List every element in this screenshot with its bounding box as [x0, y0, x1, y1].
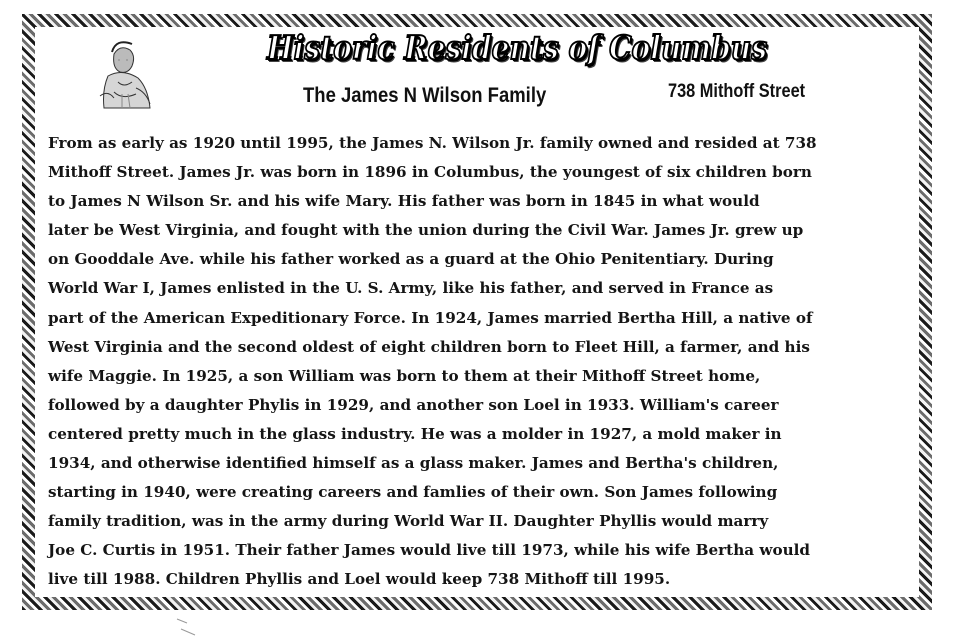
portrait-illustration	[78, 36, 164, 114]
body-line: live till 1988. Children Phyllis and Loel would keep 738 Mithoff till 1995.	[48, 570, 671, 589]
body-line: part of the American Expeditionary Force. In 1924, James married Bertha Hill, a native of	[48, 308, 813, 327]
body-line: family tradition, was in the army during World War II. Daughter Phyllis would marry	[48, 512, 769, 531]
body-line: wife Maggie. In 1925, a son William was born to them at their Mithoff Street home,	[48, 366, 761, 385]
body-line: Mithoff Street. James Jr. was born in 1896 in Columbus, the youngest of six children born	[48, 163, 812, 182]
body-line: centered pretty much in the glass industry. He was a molder in 1927, a mold maker in	[48, 424, 782, 443]
body-line: World War I, James enlisted in the U. S. Army, like his father, and served in France as	[48, 279, 774, 298]
body-line: 1934, and otherwise identified himself as a glass maker. James and Bertha's children,	[48, 454, 779, 473]
body-line: followed by a daughter Phylis in 1929, and another son Loel in 1933. William's career	[48, 395, 779, 414]
stray-mark	[175, 615, 205, 637]
body-line: later be West Virginia, and fought with the union during the Civil War. James Jr. grew up	[48, 221, 804, 240]
street-address: 738 Mithoff Street	[668, 81, 806, 102]
body-line: on Gooddale Ave. while his father worked as a guard at the Ohio Penitentiary. During	[48, 250, 774, 269]
body-line: to James N Wilson Sr. and his wife Mary. His father was born in 1845 in what would	[48, 192, 760, 211]
body-line: Joe C. Curtis in 1951. Their father James would live till 1973, while his wife Bertha would	[48, 541, 810, 560]
body-text	[48, 129, 908, 595]
body-line: West Virginia and the second oldest of eight children born to Fleet Hill, a farmer, and his	[48, 337, 810, 356]
body-line: From as early as 1920 until 1995, the James N. Wilson Jr. family owned and resided at 738	[48, 134, 817, 152]
page-title: Historic Residents of Columbus	[267, 28, 768, 67]
body-line: starting in 1940, were creating careers and famlies of their own. Son James following	[48, 483, 778, 502]
family-name: The James N Wilson Family	[303, 84, 547, 107]
